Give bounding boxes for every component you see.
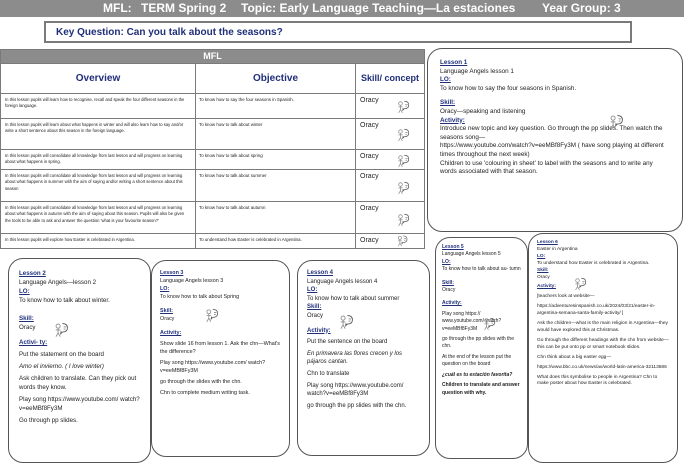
- skill-text: Oracy: [360, 237, 379, 244]
- skill-text: Oracy: [360, 97, 379, 104]
- lesson-3-card: [151, 260, 290, 457]
- lesson-4-song-link[interactable]: Play song https://www.youtube.com/ watch?v=eeMBf8Fy3M: [307, 382, 404, 398]
- lesson-1-lo-label: LO:: [440, 76, 451, 84]
- lesson-1-skill: Oracy—speaking and listening: [440, 107, 526, 115]
- lesson-3-song-link[interactable]: Play song https://www.youtube.com/ watch?v=eeMBf8Fy3M: [160, 360, 266, 374]
- lesson-1-activity-text: Children to use 'colouring in sheet' to label with the seasons and to write any words associated with that season.: [440, 159, 653, 176]
- table-row: [1, 150, 425, 170]
- lesson-3-activity-text: Show slide 16 from lesson 1. Ask the chn—What's the difference?: [160, 341, 280, 355]
- table-row: [1, 94, 425, 119]
- lesson-6-lo-label: LO:: [537, 253, 546, 259]
- lesson-5-question: ¿cuál es tu estación favorita?: [442, 371, 513, 378]
- table-row: [1, 234, 425, 249]
- skill-cell: [356, 234, 425, 249]
- lesson-4-activity-label: Activity:: [307, 327, 331, 334]
- lesson-1-skill-label: Skill:: [440, 99, 456, 107]
- lesson-3-title: Lesson 3: [160, 270, 184, 276]
- lesson-6-video-link[interactable]: https://www.bbc.co.uk/news/av/world-latin-america-32113586: [537, 364, 667, 370]
- lesson-6-card: [528, 233, 678, 463]
- lesson-2-lo-label: LO:: [19, 288, 30, 295]
- lesson-2-song-link[interactable]: Play song https://www.youtube.com/ watch?v=eeMBf8Fy3M: [19, 396, 140, 412]
- lesson-4-card: [297, 260, 430, 456]
- lesson-2-activity-text: Go through pp slides.: [19, 417, 78, 424]
- lesson-4-title: Lesson 4: [307, 270, 334, 276]
- lesson-5-activity-text: At the end of the lesson put the question on the board: [442, 353, 512, 368]
- overview-cell: In this lesson pupils will consolidate all knowledge from last lesson and will progress on learning about what happens in autumn with the aim of saying about this season. Pupils will also be given the tools to be able to ask and answer the question 'what is your favourite season?': [1, 202, 196, 234]
- skill-cell: [356, 119, 425, 150]
- lesson-2-card: [8, 258, 151, 463]
- term-label: TERM Spring 2: [141, 1, 227, 15]
- skill-text: Oracy: [360, 122, 379, 129]
- lesson-3-activity-text: Chn to complete medium writing task.: [160, 390, 250, 396]
- skill-text: Oracy: [360, 153, 379, 160]
- skill-header: Skill/ concept: [356, 64, 425, 94]
- lesson-5-activity-label: Activity:: [442, 300, 462, 307]
- lesson-5-activity-text: go through the pp slides with the chn.: [442, 336, 514, 350]
- lesson-3-skill: Oracy: [160, 316, 175, 322]
- lesson-3-skill-label: Skill:: [160, 308, 173, 314]
- lesson-3-lo-label: LO:: [160, 286, 170, 292]
- oracy-icon: [53, 321, 70, 338]
- overview-cell: In this lesson pupils will consolidate all knowledge from last lesson and will progress on learning about what happens in spring.: [1, 150, 196, 170]
- overview-cell: In this lesson pupils will consolidate all knowledge from last lesson and will progress on learning about what happens in summer with the aim of saying and/or writing a short sentence about this season: [1, 170, 196, 202]
- lesson-1-lo: To know how to say the four seasons in Spanish.: [440, 84, 577, 92]
- lesson-6-activity-text: Go through the different headings with the chn from website—this can be put onto pp or smart notebook slides.: [537, 337, 669, 350]
- lesson-3-activity-label: Activity:: [160, 330, 182, 336]
- table-row: [1, 119, 425, 150]
- lesson-3-subtitle: Language Angels lesson 3: [160, 278, 224, 284]
- table-row: [1, 170, 425, 202]
- lesson-5-activity-text: Children to translate and answer question with why.: [442, 382, 520, 396]
- year-group-label: Year Group: 3: [542, 1, 621, 15]
- lesson-1-song-link[interactable]: https://www.youtube.com/watch?v=eeMBf8Fy3M ( have song playing at different times throughout the next week): [440, 142, 664, 158]
- subject-label: MFL:: [103, 1, 132, 15]
- lesson-4-lo: To know how to talk about summer: [307, 295, 400, 302]
- oracy-icon: [396, 127, 411, 142]
- lesson-2-activity-text: Put the statement on the board: [19, 351, 104, 358]
- objective-cell: To understand how Easter is celebrated in Argentina.: [196, 234, 356, 249]
- oracy-icon: [396, 99, 411, 114]
- key-question: Key Question: Can you talk about the seasons?: [44, 21, 632, 43]
- objective-cell: To know how to talk about summer: [196, 170, 356, 202]
- skill-cell: [356, 150, 425, 170]
- oracy-icon: [608, 113, 625, 130]
- skill-cell: [356, 202, 425, 234]
- lesson-4-lo-label: LO:: [307, 287, 318, 294]
- objective-cell: To know how to talk about autumn: [196, 202, 356, 234]
- table-title: MFL: [1, 50, 425, 64]
- overview-cell: In this lesson pupils will learn how to recognise, recall and speak the four different seasons in the foreign language.: [1, 94, 196, 119]
- lesson-2-skill: Oracy: [19, 324, 36, 331]
- lesson-6-activity-text: Ask the children—what is the main religion in Argentina—they would have explored this at Christmas.: [537, 321, 668, 333]
- table-row: [1, 202, 425, 234]
- oracy-icon: [573, 276, 588, 291]
- lesson-6-skill: Oracy: [537, 274, 550, 280]
- lesson-3-activity-text: go through the slides with the chn.: [160, 379, 242, 385]
- skill-cell: [356, 170, 425, 202]
- skill-cell: [356, 94, 425, 119]
- lesson-5-lo: To know how to talk about au- tumn: [442, 266, 521, 273]
- lesson-1-title: Lesson 1: [440, 59, 468, 66]
- lesson-6-subtitle: Easter in Argentina: [537, 246, 578, 252]
- overview-cell: In this lesson pupils will explore how Easter is celebrated in Argentina.: [1, 234, 196, 249]
- oracy-icon: [396, 180, 411, 195]
- lesson-5-song-link[interactable]: Play song https:// www.youtube.com/ watch?v=eeMBf8Fy3M: [442, 310, 502, 332]
- overview-cell: In this lesson pupils will learn about what happens in winter and will also learn how to say and/or write a short sentence about this season in the foreign language.: [1, 119, 196, 150]
- skill-text: Oracy: [360, 173, 379, 180]
- oracy-icon: [482, 316, 497, 331]
- lesson-4-activity-text: Chn to translate: [307, 370, 350, 377]
- lesson-2-lo: To know how to talk about winter.: [19, 297, 110, 304]
- lesson-6-activity-text: What does this symbolise to people in Argentina? Chn to make poster about how Easter is celebrated.: [537, 374, 658, 387]
- lesson-5-lo-label: LO:: [442, 258, 451, 265]
- oracy-icon: [396, 153, 411, 168]
- lesson-4-activity-text: Put the sentence on the board: [307, 339, 388, 346]
- lesson-2-subtitle: Language Angels—lesson 2: [19, 279, 97, 286]
- lesson-4-skill-label: Skill:: [307, 304, 322, 311]
- lesson-2-activity-text: Ask children to translate. Can they pick out words they know.: [19, 375, 137, 391]
- lesson-6-skill-label: Skill:: [537, 267, 549, 273]
- lesson-6-website-link[interactable]: https://adventuresinspanish.co.uk/2024/03/21/easter-in-argentina-semana-santa-family-activity/ ]: [537, 304, 656, 317]
- oracy-icon: [338, 313, 355, 330]
- lesson-4-subtitle: Language Angels lesson 4: [307, 278, 378, 285]
- mfl-table: [0, 49, 425, 249]
- objective-header: Objective: [196, 64, 356, 94]
- lesson-1-activity-text: Introduce new topic and key question. Go through the pp slides. Then watch the seasons song—: [440, 125, 663, 141]
- lesson-4-skill: Oracy: [307, 312, 324, 319]
- objective-cell: To know how to say the four seasons in Spanish.: [196, 94, 356, 119]
- objective-cell: To know how to talk about winter: [196, 119, 356, 150]
- lesson-6-lo: To understand how Easter is celebrated in Argentina.: [537, 260, 650, 266]
- lesson-2-activity-label: Activi- ty:: [19, 339, 48, 346]
- lesson-2-skill-label: Skill:: [19, 315, 34, 322]
- header-bar: [0, 0, 684, 17]
- lesson-5-title: Lesson 5: [442, 244, 464, 250]
- oracy-icon: [204, 307, 220, 323]
- oracy-icon: [396, 234, 409, 247]
- lesson-5-skill: Oracy: [442, 287, 456, 294]
- lesson-5-subtitle: Language Angels lesson 5: [442, 251, 501, 258]
- lesson-6-activity-text: Chn think about a big easter egg—: [537, 354, 612, 360]
- lesson-6-activity-text: [teachers look at website—: [537, 294, 595, 300]
- lesson-4-activity-text: go through the pp slides with the chn.: [307, 402, 407, 409]
- lesson-1-activity-label: Activity:: [440, 116, 465, 124]
- lesson-5-card: [435, 237, 528, 459]
- skill-text: Oracy: [360, 205, 379, 212]
- lesson-1-card: [427, 48, 683, 232]
- lesson-6-activity-label: Activity:: [537, 284, 556, 290]
- lesson-3-lo: To know how to talk about Spring: [160, 294, 240, 300]
- lesson-2-title: Lesson 2: [19, 270, 46, 277]
- lesson-2-statement: Amo el invierno. ( I love winter): [19, 363, 104, 370]
- lesson-4-sentence: En primavera las flores crecen y los pájaros cantan.: [307, 350, 403, 366]
- overview-header: Overview: [1, 64, 196, 94]
- topic-label: Topic: Early Language Teaching—La estaciones: [241, 1, 516, 15]
- lesson-1-subtitle: Language Angels lesson 1: [440, 67, 514, 75]
- objective-cell: To know how to talk about spring: [196, 150, 356, 170]
- lesson-6-title: Lesson 6: [537, 240, 558, 245]
- oracy-icon: [396, 212, 411, 227]
- lesson-5-skill-label: Skill:: [442, 279, 454, 286]
